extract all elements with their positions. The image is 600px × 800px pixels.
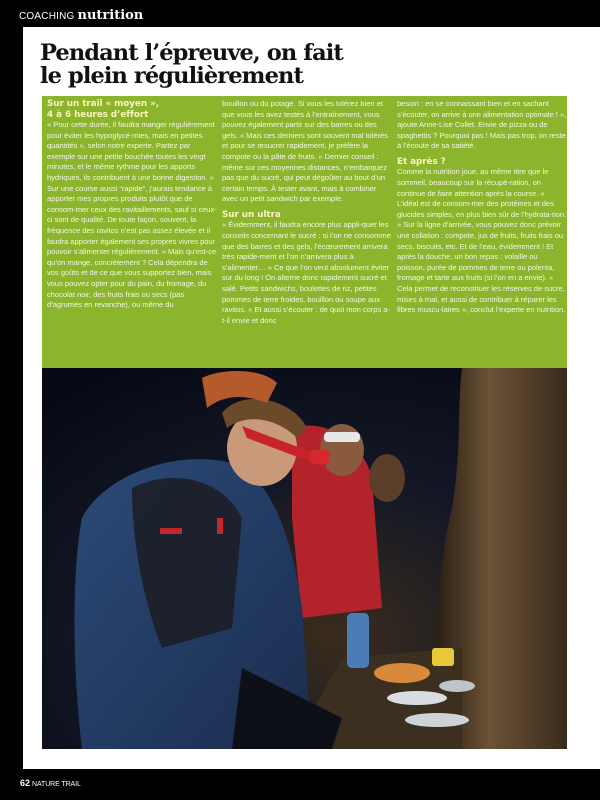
- article-photo: [42, 368, 567, 749]
- runner-face-back: [369, 454, 405, 502]
- heading-line-1: Sur un trail « moyen »,: [47, 99, 160, 109]
- yellow-cup: [432, 648, 454, 666]
- section-body-trail-moyen: « Pour cette durée, il faudra manger régulièrement pour éviter les hypoglycé-mies, mais en petites quantités », selon notre experte. Partez par exemple sur une petite bouchée toutes les vingt minutes, et le même rythme pour les apports hydriques, ils contribuent à une bonne digestion. « Sur une course aussi “rapide”, j’aurais tendance à apporter mes propres produits plutôt que de consom-mer ceux des ravitaillements, sauf si ceux-ci sont de qualité. De toute façon, souvent, la fréquence des ravitos n’est pas assez élevée et il faudra apporter également ses propres vivres pour pouvoir s’alimenter régulièrement. » Mais qu’est-ce qu’on mange, concrètement ? Cela dépendra de vos goûts et de ce que vous supportez bien, mais vous pouvez opter pour du pain, du fromage, du chocolat noir, des fruits frais ou secs (pas d’agrumes en revanche), ou même du: [47, 120, 217, 310]
- page-number: 62: [20, 778, 31, 788]
- title-line-1: Pendant l’épreuve, on fait: [40, 40, 343, 66]
- section-heading-apres: Et après ?: [397, 156, 446, 167]
- plate: [387, 691, 447, 705]
- water-bottle: [347, 613, 369, 668]
- section-heading-trail-moyen: [47, 99, 217, 120]
- section-body-ultra: « Évidemment, il faudra encore plus appli-quer les conseils concernant le sucré : si l’on ne consomme que des barres et des gels, l’écœurement arrivera très rapide-ment et l’on n’arrivera plus à s’alimenter… » Ce que l’on veut absolument éviter sur du long ! On alterne donc rapidement sucré et salé. Petits sandwichs, boulettes de riz, petites pommes de terre froides, bouillon ou soupe aux ravitos. « Et aussi s’écouter : de quoi mon corps a-t-il envie et donc: [222, 220, 391, 325]
- text-column-1: [47, 99, 217, 311]
- photo-illustration: [42, 368, 567, 749]
- section-rubric: [19, 9, 143, 24]
- topic-label: nutrition: [77, 8, 144, 23]
- section-body-trail-moyen-cont: bouillon ou du potage. Si vous les tolérez bien et que vous les avez testés à l’entraînement, vous pouvez également partir sur des barres ou des gels. « Mais ces derniers sont souvent mal tolérés et pour se resucrer rapidement, je préfère la compote ou la pâte de fruits. » Dernier conseil : même sur ces moyennes distances, n’embarquez pas que du sucré, qui peut dégoûter au bout d’un certain temps. À tester avant, mais à combiner avec un petit sandwich par exemple.: [222, 99, 388, 204]
- headlamp: [310, 450, 330, 464]
- section-heading-ultra: Sur un ultra: [222, 209, 281, 220]
- heading-line-2: 4 à 6 heures d’effort: [47, 109, 149, 120]
- section-body-apres: Comme la nutrition joue, au même titre que le sommeil, beaucoup sur la récupé-ration, on continue de faire attention après la course. « L’idéal est de consom-mer des protéines et des glucides simples, en plus bien sûr de l’hydrata-tion. » Sur la ligne d’arrivée, vous pouvez donc prévoir une collation : compote, jus de fruits, fruits frais ou secs, biscuits, etc. Et de l’eau, évidemment ! Et après la douche, un bon repas : volaille ou poisson, purée de pommes de terre ou polenta, fromage et tarte aux fruits (si l’on en a envie). « Cela permet de reconstituer les réserves de sucre, mises à mal, et aussi de contribuer à réparer les fibres muscu-laires », conclut l’experte en nutrition.: [397, 167, 567, 315]
- plate: [405, 713, 469, 727]
- article-text-box: [42, 96, 567, 368]
- section-body-ultra-cont: besoin : en se connaissant bien et en sachant s’écouter, on arrive à une alimentation optimale ! », ajoute Anne-Lise Collet. Envie de pizza ou de spaghettis ? Pourquoi pas ! Mais pas trop, on reste à l’écoute de sa satiété.: [397, 99, 567, 151]
- page-footer: [20, 778, 81, 788]
- jacket-zip-pull: [160, 528, 182, 534]
- jacket-tab: [217, 518, 223, 534]
- title-line-2: le plein régulièrement: [40, 63, 303, 89]
- plate: [439, 680, 475, 692]
- text-column-2: [222, 99, 392, 326]
- text-column-3: [397, 99, 567, 316]
- magazine-name: NATURE TRAIL: [32, 781, 81, 788]
- runner-face: [320, 424, 364, 476]
- article-title: [40, 42, 343, 88]
- orange-slices: [374, 663, 430, 683]
- runner-headband: [324, 432, 360, 442]
- section-label: COACHING: [19, 11, 75, 22]
